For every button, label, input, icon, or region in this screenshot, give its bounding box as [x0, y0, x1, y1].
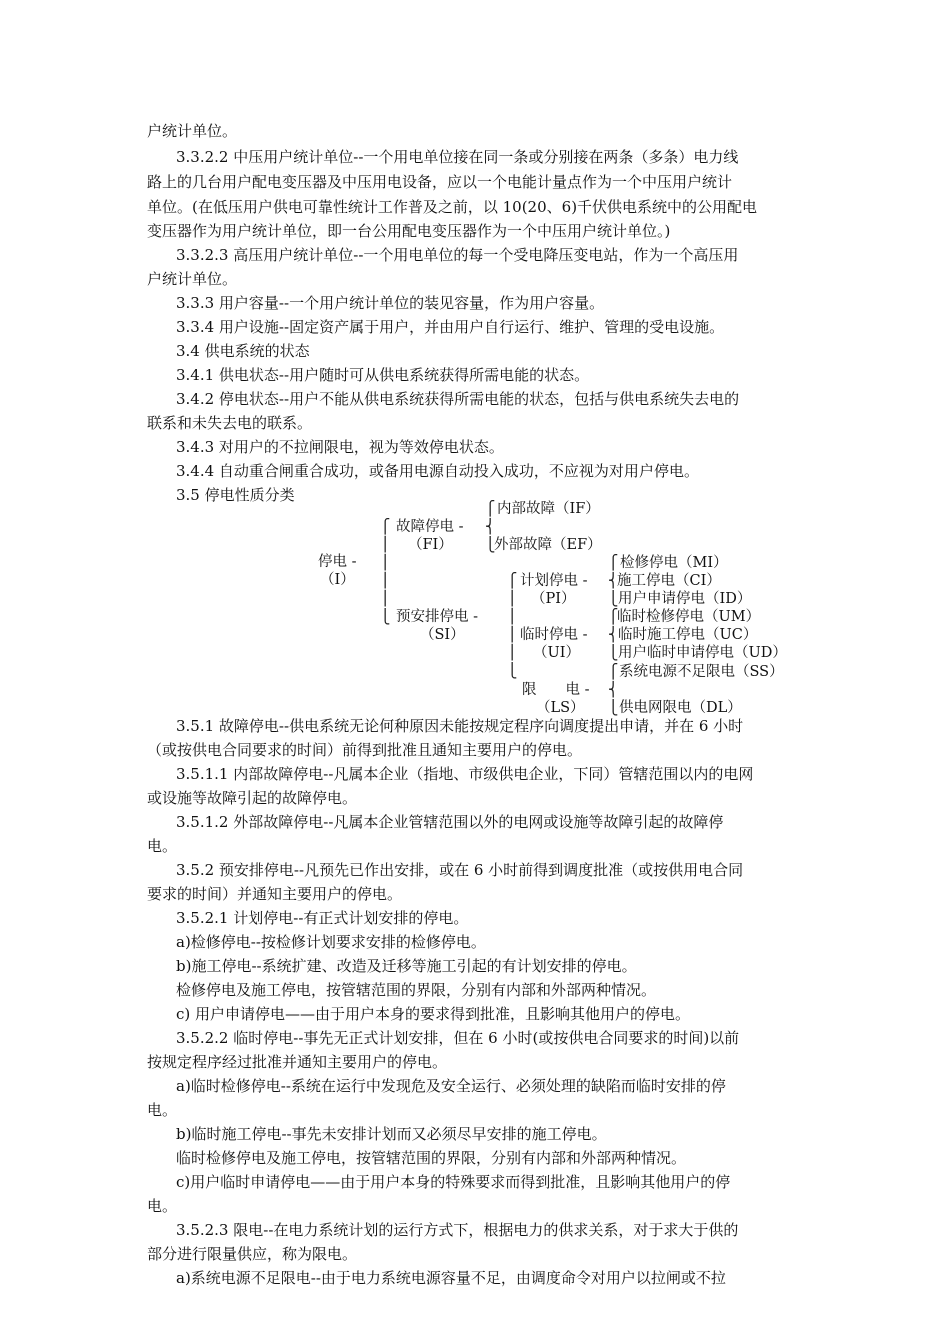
tree-root-code: （I） — [320, 572, 355, 588]
tree-scheduled-outage: 预安排停电 - — [396, 609, 479, 625]
text-line: 3.3.2.2 中压用户统计单位--一个用电单位接在同一条或分别接在两条（多条）电力线 — [176, 148, 739, 166]
text-line: 3.3.3 用户容量--一个用户统计单位的装见容量，作为用户容量。 — [176, 294, 605, 312]
text-line: 电。 — [147, 1101, 178, 1119]
text-line: 3.4.4 自动重合闸重合成功，或备用电源自动投入成功，不应视为对用户停电。 — [176, 462, 699, 480]
tree-temporary-outage: 临时停电 - — [520, 627, 588, 643]
text-line: 按规定程序经过批准并通知主要用户的停电。 — [147, 1053, 448, 1071]
tree-maintenance-outage: 检修停电（MI） — [620, 555, 728, 571]
text-line: 部分进行限量供应，称为限电。 — [147, 1245, 358, 1263]
tree-planned-outage-code: （PI） — [531, 591, 576, 607]
tree-load-limiting: 限 电 - — [522, 682, 590, 698]
text-line: 3.4.2 停电状态--用户不能从供电系统获得所需电能的状态，包括与供电系统失去电的 — [176, 390, 740, 408]
tree-supply-shortage-limiting: 系统电源不足限电（SS） — [619, 664, 784, 680]
tree-scheduled-outage-code: （SI） — [420, 627, 465, 643]
text-line: 联系和未失去电的联系。 — [147, 414, 313, 432]
outage-classification-tree: 停电 - （I） ⎧ ⎪ ⎪ ⎪ ⎪ ⎩ 故障停电 - （FI） ⎧ ⎨ ⎩ 内部故障（IF） 外部故障（EF） 预安排停电 - （SI） ⎧ ⎪ ⎪ ⎪ ⎪ ⎩ 计划停电 - （PI） ⎧ ⎨ ⎩ 检修停电（MI） 施工停电（CI） 用户申请停电（ID） 临时停电 - （UI） ⎧ ⎨ ⎩ 临时检修停电（UM） 临时施工停电（UC） 用户临时申请停电（UD） 限 电 - （LS） ⎧ ⎨ ⎩ 系统电源不足限电（SS） 供电网限电（DL） — [318, 501, 787, 716]
tree-load-limiting-code: （LS） — [536, 700, 585, 716]
text-line: 3.5.2.1 计划停电--有正式计划安排的停电。 — [176, 909, 469, 927]
tree-temp-maintenance-outage: 临时检修停电（UM） — [617, 609, 761, 625]
text-line: 户统计单位。 — [147, 122, 238, 140]
tree-temporary-outage-code: （UI） — [533, 645, 580, 661]
text-line: 检修停电及施工停电，按管辖范围的界限，分别有内部和外部两种情况。 — [176, 981, 657, 999]
text-line: 单位。(在低压用户供电可靠性统计工作普及之前，以 10(20、6)千伏供电系统中的公用配电 — [147, 198, 758, 216]
section-heading: 3.4 供电系统的状态 — [176, 342, 310, 360]
text-line: 要求的时间）并通知主要用户的停电。 — [147, 885, 403, 903]
text-line: 3.4.1 供电状态--用户随时可从供电系统获得所需电能的状态。 — [176, 366, 590, 384]
text-line: a)系统电源不足限电--由于电力系统电源容量不足，由调度命令对用户以拉闸或不拉 — [176, 1269, 726, 1287]
tree-grid-limiting: 供电网限电（DL） — [619, 700, 742, 716]
text-line: 3.5.1.2 外部故障停电--凡属本企业管辖范围以外的电网或设施等故障引起的故障停 — [176, 813, 724, 831]
text-line: 3.3.2.3 高压用户统计单位--一个用电单位的每一个受电降压变电站，作为一个高压用 — [176, 246, 739, 264]
text-line: a)临时检修停电--系统在运行中发现危及安全运行、必须处理的缺陷而临时安排的停 — [176, 1077, 726, 1095]
tree-fault-outage-code: （FI） — [408, 537, 453, 553]
text-line: 临时检修停电及施工停电，按管辖范围的界限，分别有内部和外部两种情况。 — [176, 1149, 687, 1167]
text-line: a)检修停电--按检修计划要求安排的检修停电。 — [176, 933, 486, 951]
section-heading: 3.5 停电性质分类 — [176, 486, 295, 504]
tree-construction-outage: 施工停电（CI） — [617, 573, 721, 589]
text-line: b)施工停电--系统扩建、改造及迁移等施工引起的有计划安排的停电。 — [176, 957, 637, 975]
tree-temp-construction-outage: 临时施工停电（UC） — [618, 627, 758, 643]
tree-planned-outage: 计划停电 - — [520, 573, 588, 589]
tree-external-fault: 外部故障（EF） — [494, 537, 602, 553]
tree-fault-outage: 故障停电 - — [396, 519, 464, 535]
text-line: 电。 — [147, 1197, 178, 1215]
text-line: 电。 — [147, 837, 178, 855]
tree-internal-fault: 内部故障（IF） — [497, 501, 600, 517]
text-line: 3.5.2.2 临时停电--事先无正式计划安排，但在 6 小时(或按供电合同要求的时间)以前 — [176, 1029, 740, 1047]
text-line: 3.5.2.3 限电--在电力系统计划的运行方式下，根据电力的供求关系，对于求大于供的 — [176, 1221, 739, 1239]
text-line: 3.5.1 故障停电--供电系统无论何种原因未能按规定程序向调度提出申请，并在 6 小时 — [176, 717, 744, 735]
text-line: 3.5.1.1 内部故障停电--凡属本企业（指地、市级供电企业，下同）管辖范围以内的电网 — [176, 765, 754, 783]
text-line: 变压器作为用户统计单位，即一台公用配电变压器作为一个中压用户统计单位。) — [147, 222, 671, 240]
tree-user-request-outage: 用户申请停电（ID） — [618, 591, 752, 607]
text-line: b)临时施工停电--事先未安排计划而又必须尽早安排的施工停电。 — [176, 1125, 607, 1143]
text-line: 3.4.3 对用户的不拉闸限电，视为等效停电状态。 — [176, 438, 504, 456]
text-line: 3.5.2 预安排停电--凡预先已作出安排，或在 6 小时前得到调度批准（或按供用电合同 — [176, 861, 744, 879]
text-line: 户统计单位。 — [147, 270, 238, 288]
text-line: c) 用户申请停电——由于用户本身的要求得到批准，且影响其他用户的停电。 — [176, 1005, 691, 1023]
text-line: 路上的几台用户配电变压器及中压用电设备，应以一个电能计量点作为一个中压用户统计 — [147, 173, 733, 191]
tree-temp-user-request-outage: 用户临时申请停电（UD） — [618, 645, 787, 661]
text-line: （或按供电合同要求的时间）前得到批准且通知主要用户的停电。 — [147, 741, 583, 759]
text-line: 或设施等故障引起的故障停电。 — [147, 789, 358, 807]
text-line: 3.3.4 用户设施--固定资产属于用户，并由用户自行运行、维护、管理的受电设施。 — [176, 318, 725, 336]
tree-root-label: 停电 - — [318, 554, 357, 570]
text-line: c)用户临时申请停电——由于用户本身的特殊要求而得到批准，且影响其他用户的停 — [176, 1173, 731, 1191]
